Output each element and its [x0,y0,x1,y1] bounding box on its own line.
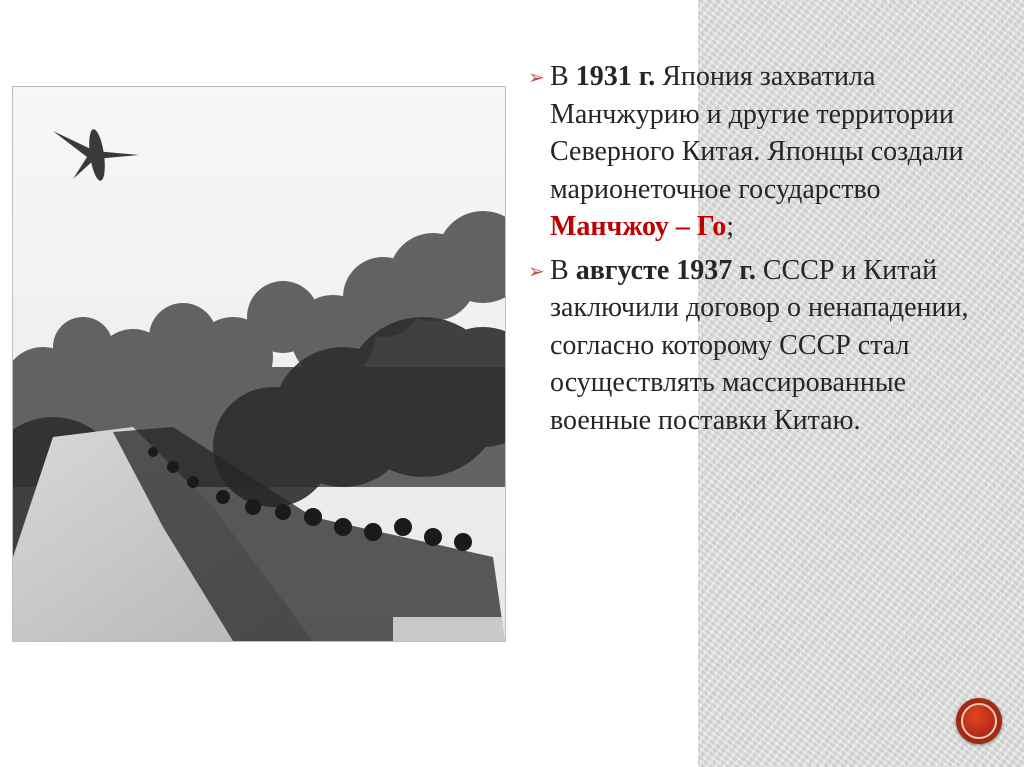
soldiers-marching-photo-icon [13,87,505,641]
historical-photo [12,86,506,642]
slide-text [528,58,998,445]
bullet-accent-term: Манчжоу – Го [550,211,727,242]
bullet-text: СССР и Китай заключили договор о ненападении, согласно которому СССР стал осуществлять массированные военные поставки Китаю. [550,254,969,436]
circle-nav-button-icon [961,703,997,739]
circle-nav-button[interactable] [956,698,1002,744]
bullet-date: 1931 г. [575,61,656,92]
bullet-prefix: В [550,61,576,92]
bullet-suffix: ; [726,211,735,242]
bullet-1931 [528,58,998,246]
bullet-date: августе 1937 г. [575,254,756,286]
bullet-1937 [528,252,998,440]
arrow-bullet-icon: ➢ [528,65,545,89]
arrow-bullet-icon: ➢ [528,258,545,283]
bullet-prefix: В [550,254,576,286]
bullet-text: Япония захватила Манчжурию и другие территории Северного Китая. Японцы создали марионеточное государство [550,61,964,205]
